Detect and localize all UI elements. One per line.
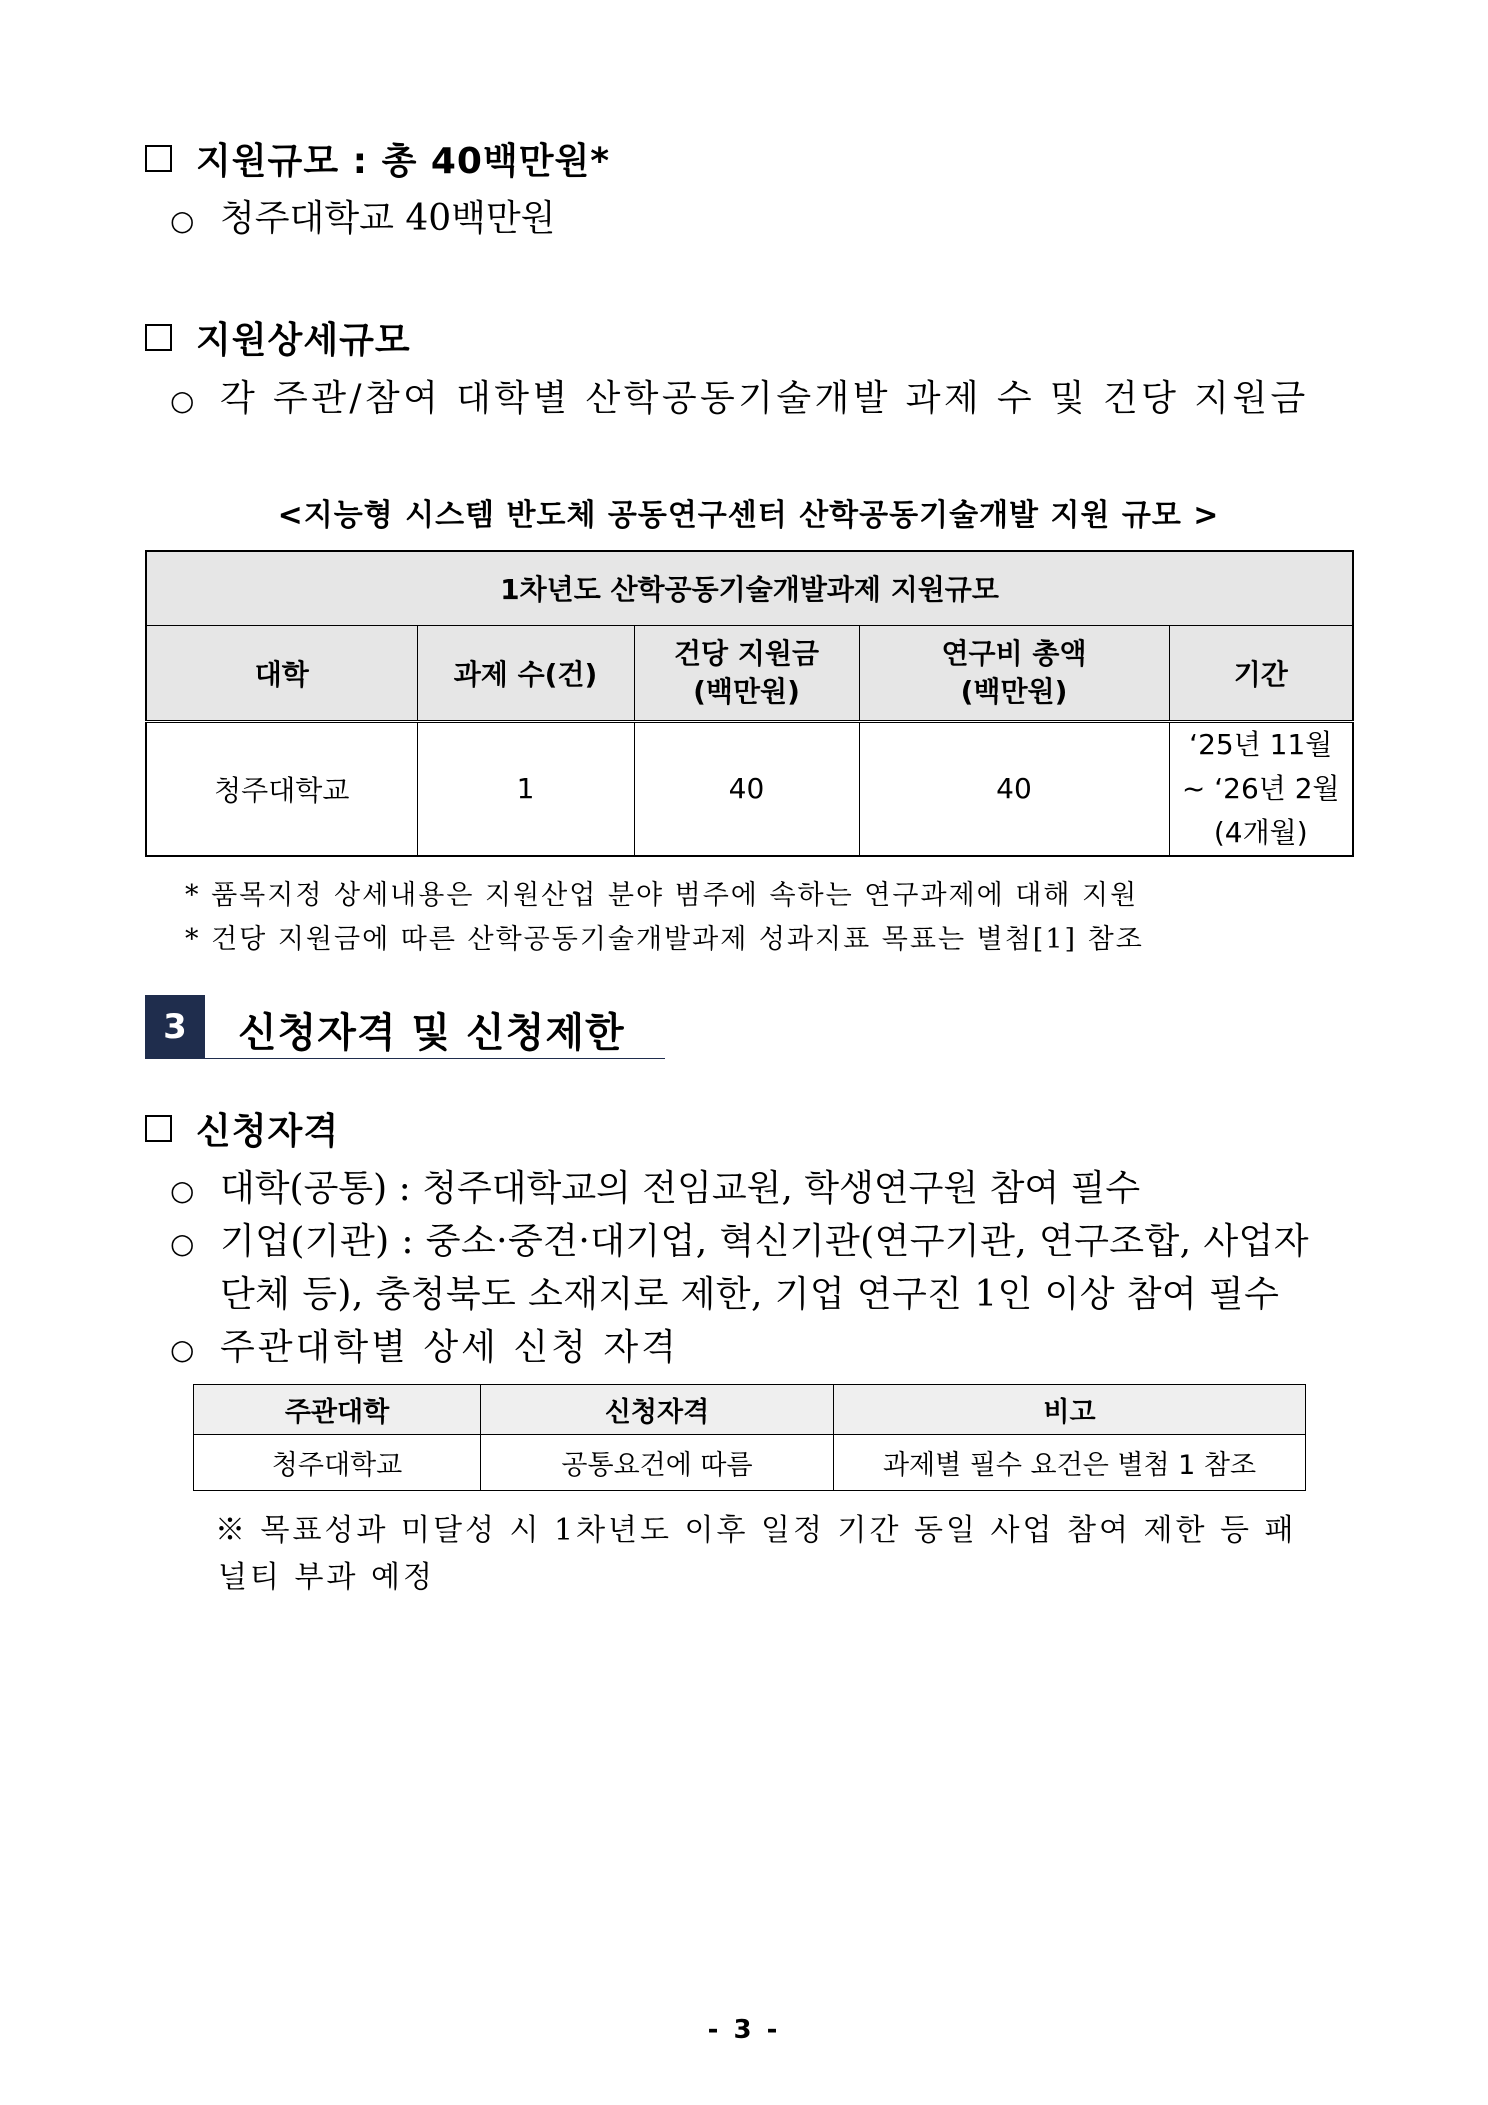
footnote-line: 널티 부과 예정 bbox=[218, 1560, 435, 1595]
heading-text: 지원규모 : 총 40백만원* bbox=[196, 141, 611, 182]
circle-bullet-icon: ○ bbox=[170, 384, 198, 417]
bullet-text: 기업(기관) : 중소·중견·대기업, 혁신기관(연구기관, 연구조합, 사업자 bbox=[220, 1221, 1309, 1262]
bullet-item bbox=[170, 370, 1309, 421]
cell-remarks: 과제별 필수 요건은 별첨 1 참조 bbox=[834, 1435, 1306, 1491]
cell-period bbox=[1169, 721, 1353, 856]
page-number: - 3 - bbox=[707, 2015, 781, 2045]
table-header-row bbox=[146, 625, 1353, 721]
period-line: ‘25년 11월 bbox=[1189, 727, 1333, 761]
bullet-item bbox=[170, 1319, 679, 1370]
header-total: 연구비 총액 (백만원) bbox=[859, 625, 1169, 721]
table-header-row bbox=[194, 1385, 1306, 1435]
table-row bbox=[194, 1435, 1306, 1491]
bullet-text: 각 주관/참여 대학별 산학공동기술개발 과제 수 및 건당 지원금 bbox=[220, 378, 1309, 419]
cell-per-project: 40 bbox=[634, 721, 859, 856]
square-bullet-icon bbox=[145, 1115, 172, 1142]
header-per-project: 건당 지원금 (백만원) bbox=[634, 625, 859, 721]
header-university: 대학 bbox=[146, 625, 417, 721]
bullet-item bbox=[170, 190, 555, 241]
table-caption: <지능형 시스템 반도체 공동연구센터 산학공동기술개발 지원 규모 > bbox=[277, 498, 1220, 533]
bullet-text: 청주대학교 40백만원 bbox=[220, 198, 556, 239]
square-bullet-icon bbox=[145, 324, 172, 351]
bullet-text: 대학(공통) : 청주대학교의 전임교원, 학생연구원 참여 필수 bbox=[220, 1168, 1141, 1209]
bullet-text-continued: 단체 등), 충청북도 소재지로 제한, 기업 연구진 1인 이상 참여 필수 bbox=[220, 1274, 1280, 1315]
period-line: ~ ‘26년 2월 bbox=[1181, 771, 1340, 805]
circle-bullet-icon: ○ bbox=[170, 1227, 195, 1260]
heading-text: 신청자격 bbox=[196, 1111, 340, 1152]
bullet-item bbox=[170, 1213, 1309, 1264]
header-eligibility: 신청자격 bbox=[481, 1385, 834, 1435]
table-top-header: 1차년도 산학공동기술개발과제 지원규모 bbox=[146, 551, 1353, 625]
cell-host-university: 청주대학교 bbox=[194, 1435, 481, 1491]
eligibility-table bbox=[193, 1384, 1306, 1491]
bullet-text: 주관대학별 상세 신청 자격 bbox=[220, 1327, 679, 1368]
section-underline bbox=[145, 1058, 665, 1059]
period-line: (4개월) bbox=[1213, 815, 1308, 849]
circle-bullet-icon: ○ bbox=[170, 1174, 195, 1207]
section-title: 신청자격 및 신청제한 bbox=[238, 1010, 625, 1056]
section-heading-scale bbox=[145, 133, 610, 184]
square-bullet-icon bbox=[145, 145, 172, 172]
table-note: * 건당 지원금에 따른 산학공동기술개발과제 성과지표 목표는 별첨[1] 참조 bbox=[185, 924, 1144, 955]
table-note: * 품목지정 상세내용은 지원산업 분야 범주에 속하는 연구과제에 대해 지원 bbox=[185, 880, 1139, 911]
table-row bbox=[146, 721, 1353, 856]
header-period: 기간 bbox=[1169, 625, 1353, 721]
cell-count: 1 bbox=[417, 721, 634, 856]
section-number-badge: 3 bbox=[145, 995, 205, 1058]
cell-eligibility: 공통요건에 따름 bbox=[481, 1435, 834, 1491]
header-count: 과제 수(건) bbox=[417, 625, 634, 721]
section-heading-eligibility bbox=[145, 1103, 339, 1154]
support-scale-table bbox=[145, 550, 1354, 857]
circle-bullet-icon: ○ bbox=[170, 1333, 198, 1366]
cell-university: 청주대학교 bbox=[146, 721, 417, 856]
bullet-item bbox=[170, 1160, 1140, 1211]
footnote-line: ※ 목표성과 미달성 시 1차년도 이후 일정 기간 동일 사업 참여 제한 등 패 bbox=[215, 1513, 1297, 1548]
section-heading-detail bbox=[145, 312, 411, 363]
cell-total: 40 bbox=[859, 721, 1169, 856]
circle-bullet-icon: ○ bbox=[170, 204, 195, 237]
header-host-university: 주관대학 bbox=[194, 1385, 481, 1435]
header-remarks: 비고 bbox=[834, 1385, 1306, 1435]
heading-text: 지원상세규모 bbox=[196, 320, 411, 361]
